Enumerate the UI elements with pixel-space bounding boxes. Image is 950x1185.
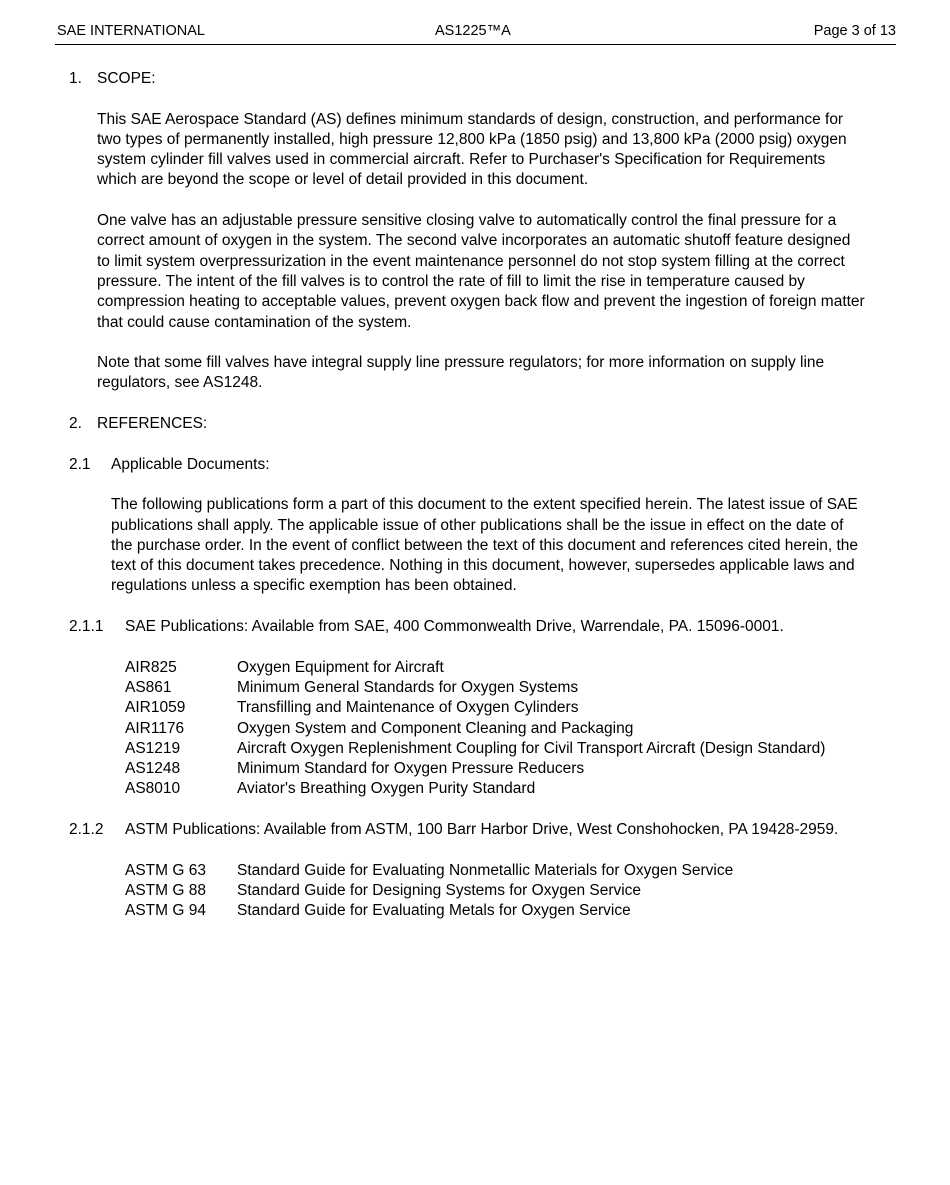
scope-paragraph-1: This SAE Aerospace Standard (AS) defines minimum standards of design, construction, and performance for two types of permanently installed, high pressure 12,800 kPa (1850 psig) and 13,800 kPa (2000 psig) oxygen system cylinder fill valves used in commercial aircraft. Refer to Purchaser's Specification for Requirements which are beyond the scope or level of detail provided in this document. — [97, 110, 847, 189]
document-title: Minimum General Standards for Oxygen Systems — [237, 678, 579, 696]
document-row — [125, 719, 950, 739]
document-row — [125, 881, 950, 901]
section-number: 2. — [69, 415, 82, 433]
applicable-paragraph: The following publications form a part of this document to the extent specified herein. The latest issue of SAE publications shall apply. The applicable issue of other publications shall be the issue in effect on the date of the purchase order. In the event of conflict between the text of this document and references cited herein, the text of this document takes precedence. Nothing in this document, however, supersedes applicable laws and regulations unless a specific exemption has been obtained. — [111, 496, 859, 595]
document-title: Aircraft Oxygen Replenishment Coupling for Civil Transport Aircraft (Design Standard) — [237, 739, 826, 757]
page-number: Page 3 of 13 — [813, 23, 896, 39]
sae-document-list — [0, 658, 950, 800]
document-row — [125, 658, 950, 678]
document-body — [0, 69, 950, 921]
document-code: AIR1059 — [125, 699, 186, 717]
document-row — [125, 759, 950, 779]
astm-document-list — [0, 861, 950, 922]
section-astm-publications-heading — [0, 820, 867, 840]
document-code: AIR825 — [125, 658, 177, 676]
document-row — [125, 901, 950, 921]
section-references-heading — [0, 414, 867, 434]
document-row — [125, 739, 950, 759]
document-code: AS861 — [125, 678, 172, 696]
document-code: AS8010 — [125, 780, 181, 798]
publisher-name: SAE INTERNATIONAL — [57, 23, 205, 39]
document-row — [125, 861, 950, 881]
scope-paragraph-3: Note that some fill valves have integral supply line pressure regulators; for more information on supply line regulators, see AS1248. — [97, 354, 825, 392]
page-header — [55, 22, 896, 45]
section-sae-publications-heading — [0, 617, 867, 637]
document-code: ASTM G 94 — [125, 902, 206, 920]
section-scope-heading — [0, 69, 867, 89]
section-title: SAE Publications: Available from SAE, 400 Commonwealth Drive, Warrendale, PA. 15096-0001. — [125, 618, 784, 636]
section-applicable-heading — [0, 455, 867, 475]
document-code: ASTM G 88 — [125, 881, 206, 899]
section-number: 2.1 — [69, 455, 91, 473]
document-row — [125, 698, 950, 718]
document-title: Aviator's Breathing Oxygen Purity Standard — [237, 780, 536, 798]
section-number: 1. — [69, 70, 82, 87]
document-code: AIR1176 — [125, 719, 185, 737]
document-title: Oxygen Equipment for Aircraft — [237, 658, 444, 676]
document-title: Oxygen System and Component Cleaning and Packaging — [237, 719, 634, 737]
section-number: 2.1.1 — [69, 618, 104, 636]
document-title: Standard Guide for Evaluating Metals for Oxygen Service — [237, 902, 631, 920]
document-row — [125, 678, 950, 698]
document-title: Minimum Standard for Oxygen Pressure Reducers — [237, 760, 585, 778]
section-title: Applicable Documents: — [111, 455, 270, 473]
scope-paragraph-2: One valve has an adjustable pressure sensitive closing valve to automatically control the final pressure for a correct amount of oxygen in the system. The second valve incorporates an automatic shutoff feature designed to limit system overpressurization in the event maintenance personnel do not stop system filling at the correct pressure. The intent of the fill valves is to control the rate of fill to limit the rise in temperature caused by compression heating to acceptable values, prevent oxygen back flow and prevent the ingestion of foreign matter that could cause contamination of the system. — [97, 212, 865, 331]
section-title: REFERENCES: — [97, 415, 208, 433]
document-title: Standard Guide for Designing Systems for Oxygen Service — [237, 881, 642, 899]
document-row — [125, 779, 950, 799]
document-title: Transfilling and Maintenance of Oxygen Cylinders — [237, 699, 579, 717]
document-code: AS1219 — [125, 739, 181, 757]
document-number: AS1225™A — [435, 23, 511, 39]
section-title: ASTM Publications: Available from ASTM, 100 Barr Harbor Drive, West Conshohocken, PA 19428-2959. — [125, 820, 839, 838]
section-number: 2.1.2 — [69, 820, 104, 838]
section-title: SCOPE: — [97, 70, 156, 87]
document-code: ASTM G 63 — [125, 861, 206, 879]
document-code: AS1248 — [125, 760, 181, 778]
document-title: Standard Guide for Evaluating Nonmetallic Materials for Oxygen Service — [237, 861, 734, 879]
